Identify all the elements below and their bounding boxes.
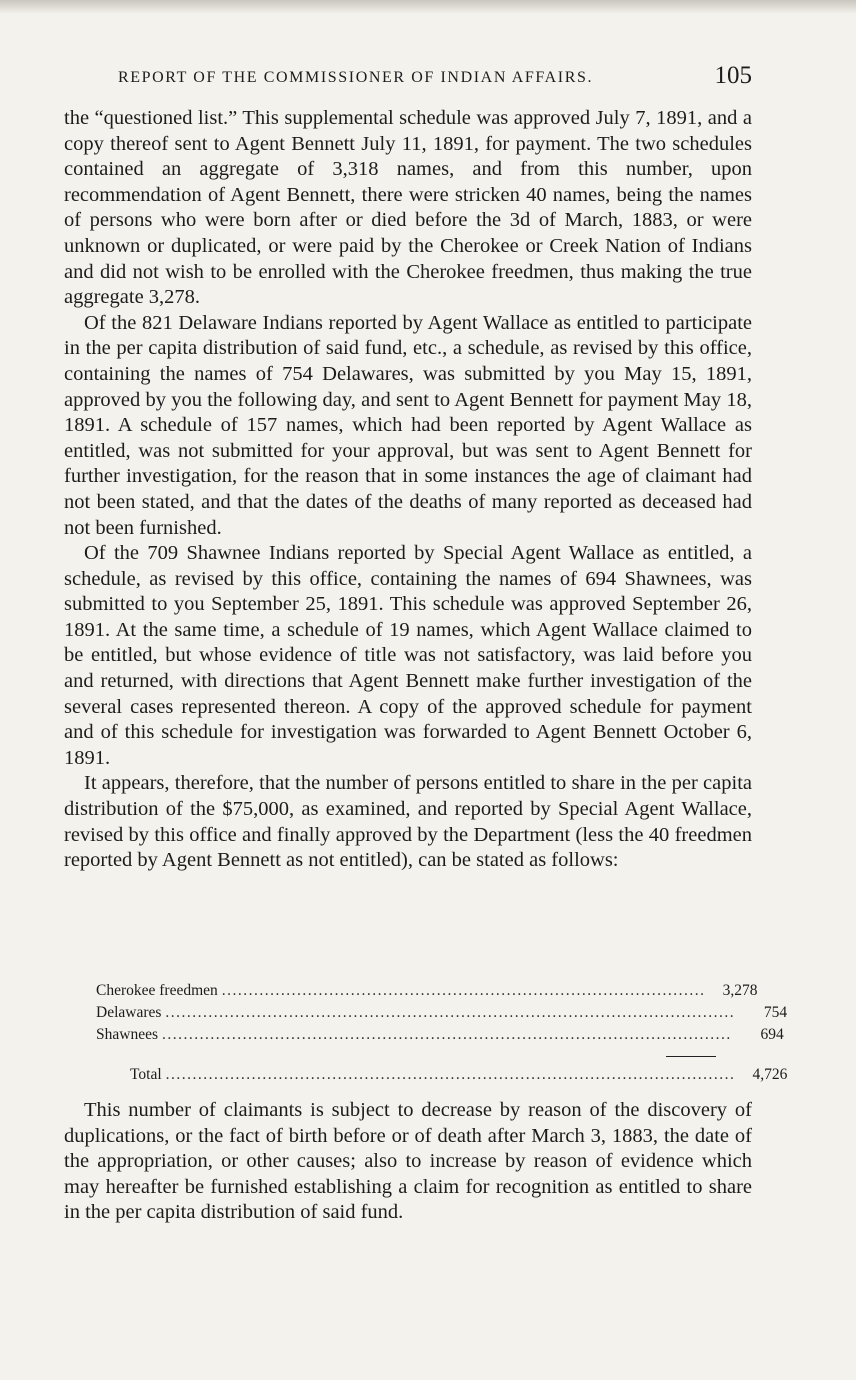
- total-label: Total: [130, 1066, 162, 1083]
- closing-paragraph: This number of claimants is subject to decrease by reason of the discovery of duplications, or the fact of birth before or of death after March 3, 1883, the date of the appropriation, or other causes; also to increase by reason of evidence which may hereafter be furnished establishing a claim for recognition as entitled to share in the per capita distribution of said fund.: [64, 1099, 752, 1224]
- closing-text: [64, 1098, 752, 1226]
- paragraph-1: the “questioned list.” This supplemental schedule was approved July 7, 1891, and a copy thereof sent to Agent Bennett July 11, 1891, for payment. The two schedules contained an aggregate of 3,318 names, and from this number, upon recommendation of Agent Bennett, there were stricken 40 names, being the names of persons who were born after or died before the 3d of March, 1883, or were unknown or duplicated, or were paid by the Cherokee or Creek Nation of Indians and did not wish to be enrolled with the Cherokee freedmen, thus making the true aggregate 3,278.: [64, 107, 752, 309]
- table-row: [96, 1004, 788, 1026]
- total-value: 4,726: [752, 1066, 788, 1083]
- running-title: REPORT OF THE COMMISSIONER OF INDIAN AFFAIRS.: [118, 69, 594, 86]
- row-label: Cherokee freedmen: [96, 982, 218, 999]
- dot-leader: ..........................................................................................................: [162, 1026, 732, 1043]
- total-row: [130, 1066, 788, 1088]
- total-row-container: [130, 1066, 788, 1088]
- row-label: Delawares: [96, 1004, 162, 1021]
- total-rule: [666, 1056, 716, 1057]
- scan-edge: [0, 0, 856, 14]
- dot-leader: ..........................................................................................................: [165, 1066, 736, 1083]
- row-value: 694: [760, 1026, 784, 1043]
- row-value: 3,278: [722, 982, 758, 999]
- body-text: [64, 106, 752, 874]
- page-number: 105: [714, 62, 752, 89]
- paragraph-2: Of the 821 Delaware Indians reported by Agent Wallace as entitled to participate in the per capita distribution of said fund, etc., a schedule, as revised by this office, containing the names of 754 Delawares, was submitted by you May 15, 1891, approved by you the following day, and sent to Agent Bennett for payment May 18, 1891. A schedule of 157 names, which had been reported by Agent Wallace as entitled, was not submitted for your approval, but was sent to Agent Bennett for further investigation, for the reason that in some instances the age of claimant had not been stated, and that the dates of the deaths of many reported as deceased had not been furnished.: [64, 311, 752, 539]
- paragraph-3: Of the 709 Shawnee Indians reported by Special Agent Wallace as entitled, a schedule, as revised by this office, containing the names of 694 Shawnees, was submitted to you September 25, 1891. This schedule was approved September 26, 1891. At the same time, a schedule of 19 names, which Agent Wallace claimed to be entitled, but whose evidence of title was not satisfactory, was laid before you and returned, with directions that Agent Bennett make further investigation of the several cases represented thereon. A copy of the approved schedule for payment and of this schedule for investigation was forwarded to Agent Bennett October 6, 1891.: [64, 542, 752, 769]
- page-header: [118, 62, 752, 92]
- table-row: [96, 1026, 784, 1048]
- claimants-table: [96, 982, 788, 1048]
- table-row: [96, 982, 758, 1004]
- row-label: Shawnees: [96, 1026, 158, 1043]
- dot-leader: ..........................................................................................................: [165, 1004, 736, 1021]
- dot-leader: ..........................................................................................: [221, 982, 706, 999]
- row-value: 754: [763, 1004, 788, 1021]
- paragraph-4: It appears, therefore, that the number of persons entitled to share in the per capita distribution of the $75,000, as examined, and reported by Special Agent Wallace, revised by this office and finally approved by the Department (less the 40 freedmen reported by Agent Bennett as not entitled), can be stated as follows:: [64, 772, 752, 872]
